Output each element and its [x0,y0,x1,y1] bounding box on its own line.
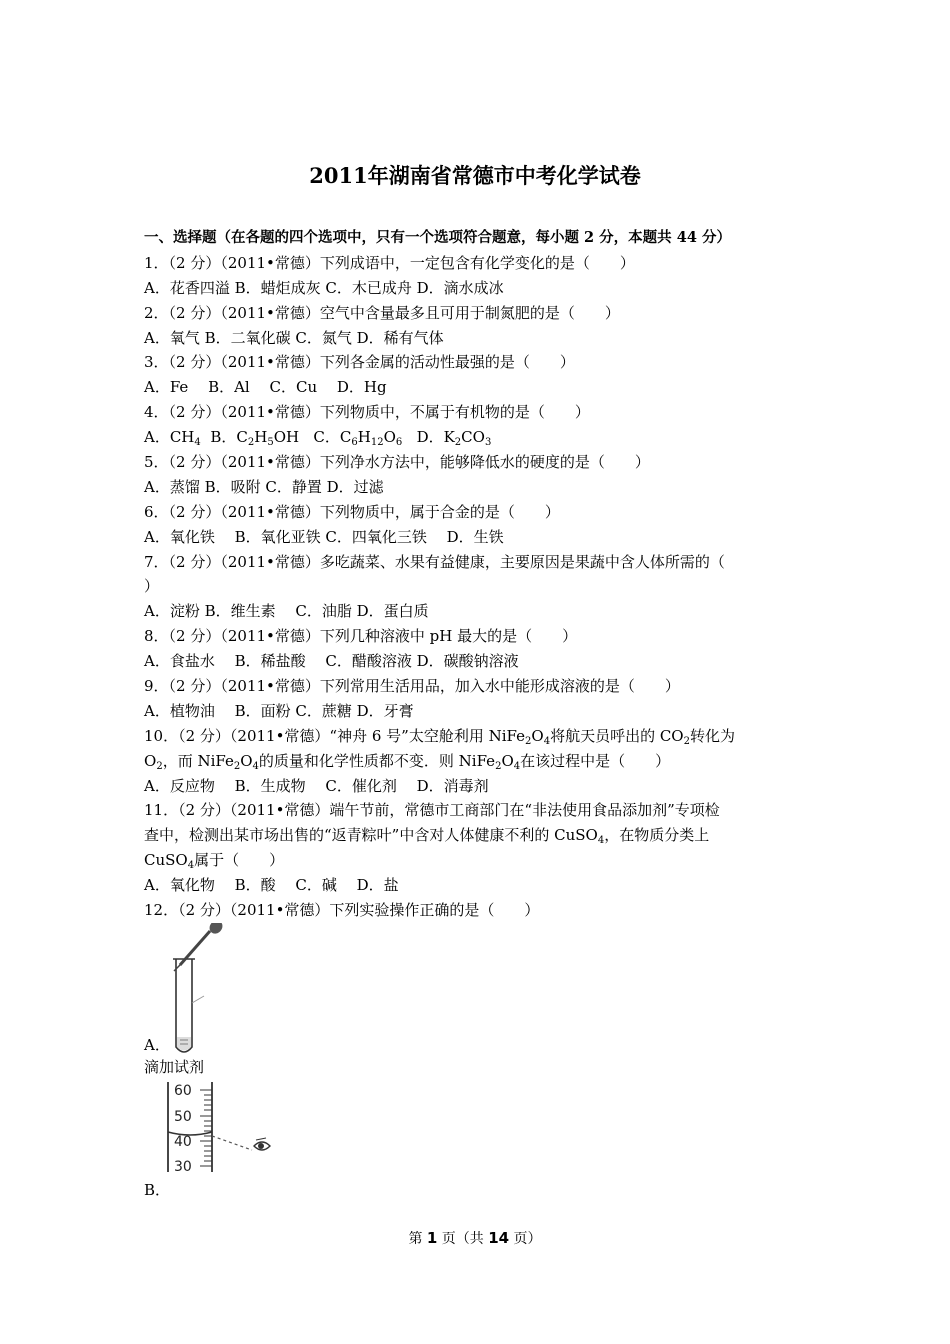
section-heading: 一、选择题（在各题的四个选项中，只有一个选项符合题意，每小题 2 分，本题共 44 分） [144,229,731,246]
tick-label-50: 50 [174,1108,192,1125]
question-8-stem: 8．（2 分）（2011•常德）下列几种溶液中 pH 最大的是（ ） [144,627,578,646]
question-11-stem-cont-2: CuSO$_4$属于（ ） [144,851,285,872]
figure-a-dropper [144,923,814,1055]
question-1-stem: 1．（2 分）（2011•常德）下列成语中，一定包含有化学变化的是（ ） [144,253,635,272]
total-pages: 14 [488,1229,510,1247]
question-10-stem-cont: $O_2$，而 $NiFe_2O_4$的质量和化学性质都不变．则 $NiFe_2O_4$在该过程中是（ ） [144,751,671,772]
question-7-stem: 7．（2 分）（2011•常德）多吃蔬菜、水果有益健康，主要原因是果蔬中含人体所需的（ [144,552,725,571]
measuring-cylinder-illustration [144,1080,284,1178]
question-4-options: A．$CH_4$ B．$C_2H_5OH$ C．$C_6H_{12}O_6$ D．$K_2CO_3$ [144,428,492,449]
question-11-stem-cont: 查中，检测出某市场出售的“返青粽叶”中含对人体健康不利的 CuSO$_4$，在物质分类上 [144,826,710,847]
q4-opt-a: A．CH [144,428,195,447]
page-title: 2011年湖南省常德市中考化学试卷 [309,163,641,188]
tick-label-60: 60 [174,1082,192,1099]
question-6-stem: 6．（2 分）（2011•常德）下列物质中，属于合金的是（ ） [144,502,560,521]
question-4-stem: 4．（2 分）（2011•常德）下列物质中，不属于有机物的是（ ） [144,403,590,422]
question-9-options: A．植物油 B．面粉 C．蔗糖 D．牙膏 [144,701,414,720]
question-5-stem: 5．（2 分）（2011•常德）下列净水方法中，能够降低水的硬度的是（ ） [144,453,650,472]
question-list [144,226,814,1203]
current-page-number: 1 [426,1229,438,1247]
question-2-options: A．氧气 B．二氧化碳 C．氮气 D．稀有气体 [144,328,444,347]
question-10-options: A．反应物 B．生成物 C．催化剂 D．消毒剂 [144,776,489,795]
question-11-options: A．氧化物 B．酸 C．碱 D．盐 [144,876,399,895]
eye-icon [254,1138,270,1150]
tick-label-40: 40 [174,1133,192,1150]
question-7-options: A．淀粉 B．维生素 C．油脂 D．蛋白质 [144,602,429,621]
question-6-options: A．氧化铁 B．氧化亚铁 C．四氧化三铁 D．生铁 [144,527,504,546]
figure-b-label: B． [144,1180,171,1199]
question-5-options: A．蒸馏 B．吸附 C．静置 D．过滤 [144,477,384,496]
figure-b-cylinder [144,1080,814,1178]
figure-a-label: A． [144,1035,170,1054]
question-3-stem: 3．（2 分）（2011•常德）下列各金属的活动性最强的是（ ） [144,353,575,372]
question-10-stem: 10．（2 分）（2011•常德）“神舟 6 号”太空舱利用 $NiFe_2O_4$将航天员呼出的 $CO_2$转化为 [144,726,735,747]
question-7-stem-cont: ） [144,577,160,596]
question-2-stem: 2．（2 分）（2011•常德）空气中含量最多且可用于制氮肥的是（ ） [144,303,620,322]
question-11-stem: 11．（2 分）（2011•常德）端午节前，常德市工商部门在“非法使用食品添加剂”专项检 [144,801,720,820]
question-12-stem: 12．（2 分）（2011•常德）下列实验操作正确的是（ ） [144,901,540,920]
question-8-options: A．食盐水 B．稀盐酸 C．醋酸溶液 D．碳酸钠溶液 [144,652,519,671]
page-footer: 第 1 页（共 14 页） [408,1229,542,1247]
figure-a-caption: 滴加试剂 [144,1057,205,1076]
question-3-options: A．Fe B．Al C．Cu D．Hg [144,378,387,397]
tick-label-30: 30 [174,1158,192,1175]
question-1-options: A．花香四溢 B．蜡炬成灰 C．木已成舟 D．滴水成冰 [144,278,504,297]
question-9-stem: 9．（2 分）（2011•常德）下列常用生活用品，加入水中能形成溶液的是（ ） [144,677,680,696]
